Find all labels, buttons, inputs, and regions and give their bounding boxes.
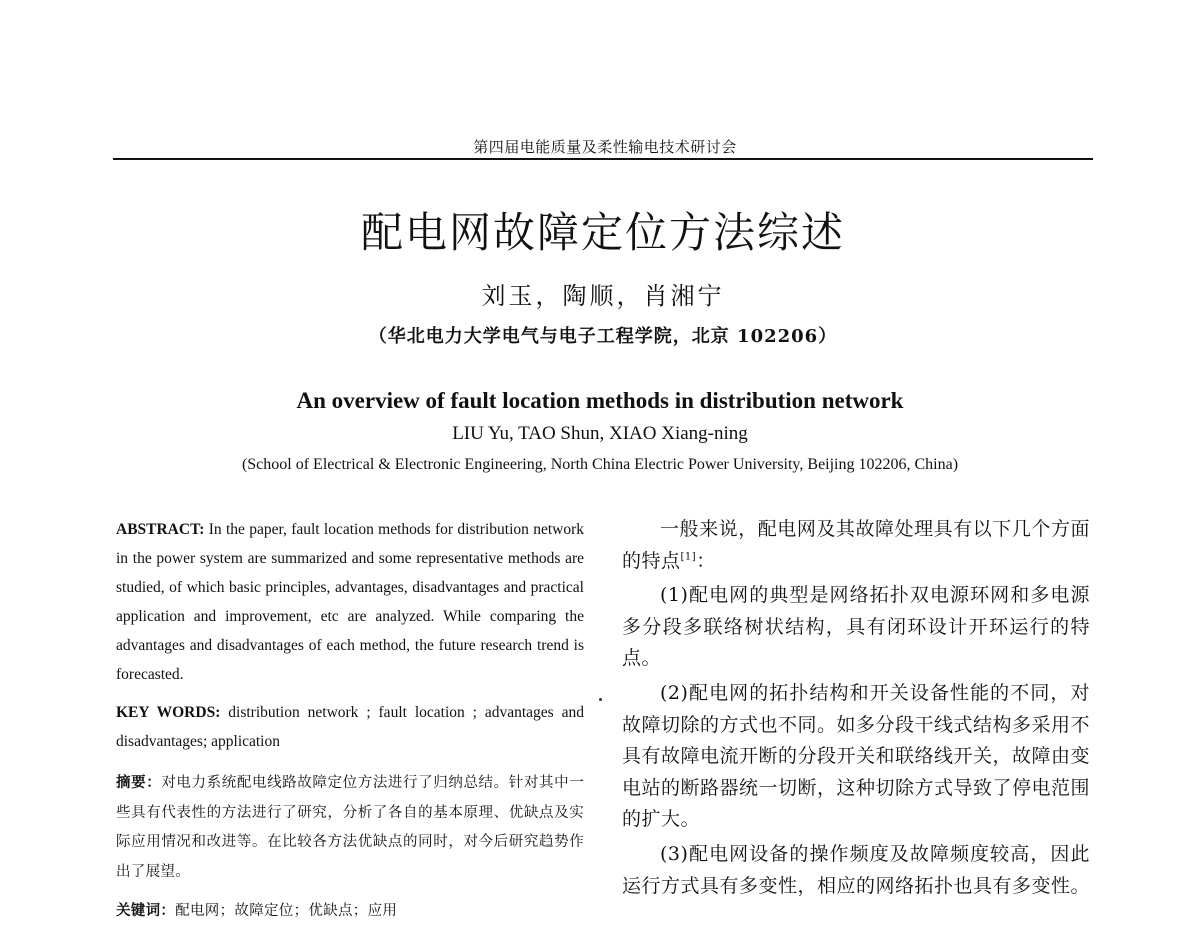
keywords-cn	[116, 899, 584, 920]
abstract-en	[116, 515, 584, 689]
authors-en: LIU Yu, TAO Shun, XIAO Xiang-ning	[452, 423, 748, 444]
paper-title-cn: 配电网故障定位方法综述	[360, 208, 845, 257]
stray-dot	[599, 698, 602, 701]
abstract-cn	[116, 768, 584, 887]
abstract-cn-text: 对电力系统配电线路故障定位方法进行了归纳总结。针对其中一些具有代表性的方法进行了研究，分析了各自的基本原理、优缺点及实际应用情况和改进等。在比较各方法优缺点的同时，对今后研究趋势作出了展望。	[116, 775, 584, 880]
left-column	[116, 515, 584, 935]
keywords-cn-label: 关键词：	[116, 902, 176, 919]
affiliation-cn: （华北电力大学电气与电子工程学院，北京 102206）	[368, 326, 838, 347]
body-point-2: (2)配电网的拓扑结构和开关设备性能的不同，对故障切除的方式也不同。如多分段干线式结构多采用不具有故障电流开断的分段开关和联络线开关，故障由变电站的断路器统一切断，这种切除方式导致了停电范围的扩大。	[622, 681, 1091, 831]
conference-header: 第四届电能质量及柔性输电技术研讨会	[473, 138, 737, 156]
abstract-cn-label: 摘要：	[116, 774, 162, 791]
keywords-en-text: distribution network ; fault location ; advantages and disadvantages; application	[116, 704, 584, 750]
body-point-3: (3)配电网设备的操作频度及故障频度较高，因此运行方式具有多变性，相应的网络拓扑也具有多变性。	[622, 842, 1091, 897]
paper-title-en: An overview of fault location methods in distribution network	[296, 388, 904, 413]
keywords-en	[116, 698, 584, 756]
body-intro-text: 一般来说，配电网及其故障处理具有以下几个方面的特点	[622, 518, 1090, 572]
body-intro	[622, 514, 1090, 577]
affiliation-en: (School of Electrical & Electronic Engineering, North China Electric Power University, Beijing 102206, China)	[241, 456, 959, 473]
keywords-cn-text: 配电网；故障定位；优缺点；应用	[175, 903, 398, 919]
citation-ref: [1]	[680, 551, 697, 563]
body-point-1: (1)配电网的典型是网络拓扑双电源环网和多电源多分段多联络树状结构，具有闭环设计开环运行的特点。	[622, 584, 1090, 670]
body-intro-end: ：	[696, 549, 716, 572]
right-column	[622, 514, 1090, 902]
keywords-en-label: KEY WORDS:	[116, 704, 221, 721]
abstract-en-text: In the paper, fault location methods for distribution network in the power system are summarized and some representative methods are studied, of which basic principles, advantages, disadvantages and practical application and improvement, etc are analyzed. While comparing the advantages and disadvantages of each method, the future research trend is forecasted.	[116, 521, 584, 683]
header-rule	[113, 158, 1093, 160]
abstract-en-label: ABSTRACT:	[116, 521, 205, 538]
authors-cn: 刘玉，陶顺，肖湘宁	[481, 282, 725, 310]
